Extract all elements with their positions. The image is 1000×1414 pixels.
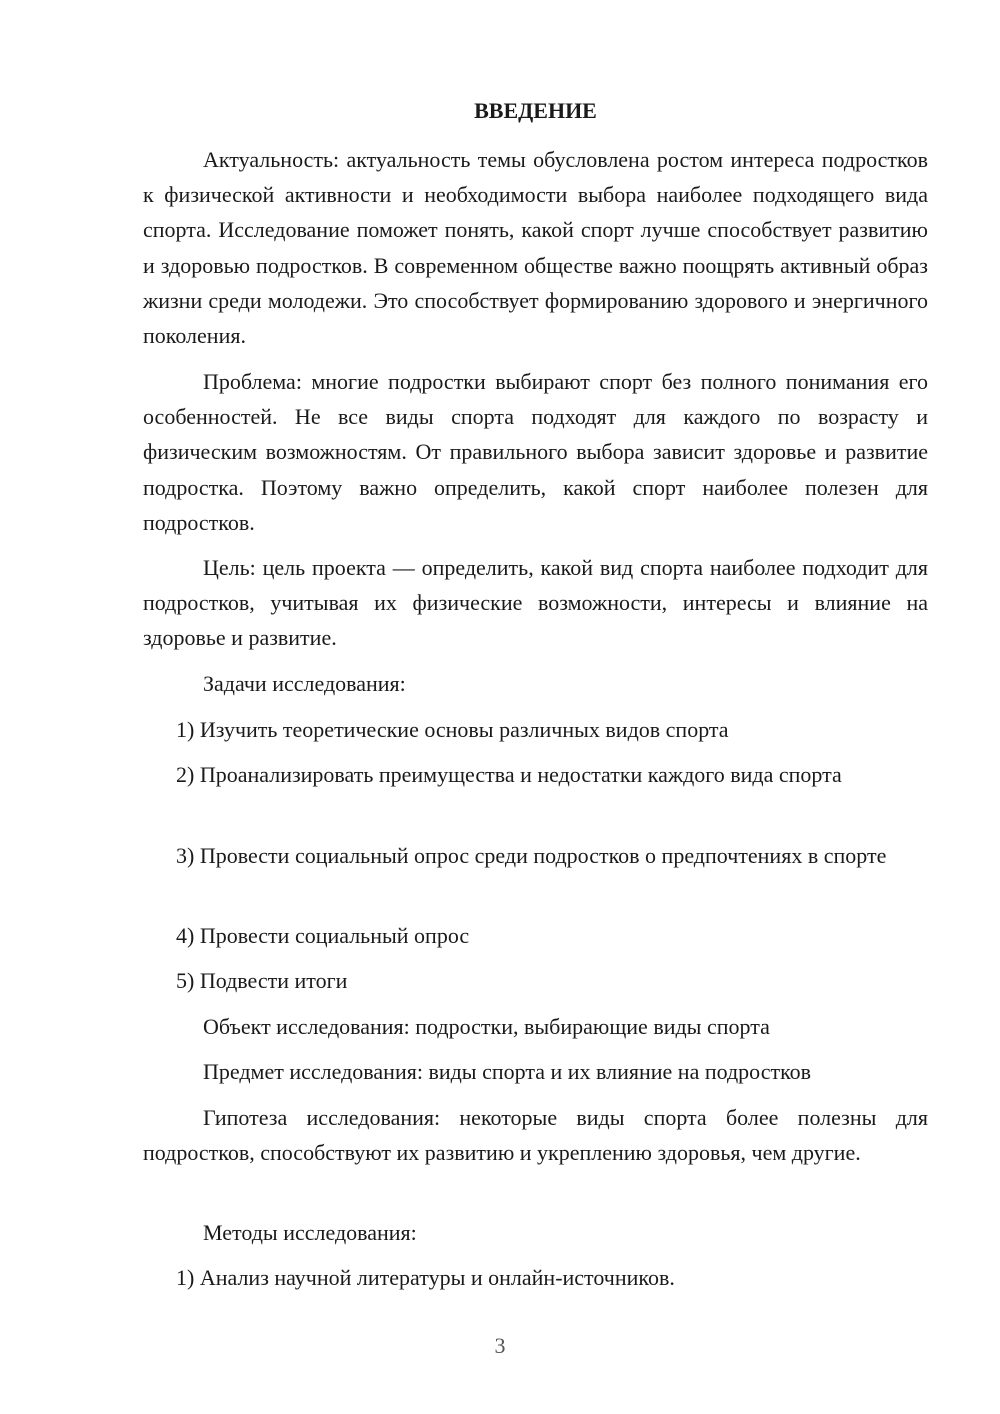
tasks-heading: Задачи исследования: <box>203 671 406 696</box>
task-item: 4) Провести социальный опрос <box>176 923 470 948</box>
goal-paragraph: Цель: цель проекта — определить, какой вид спорта наиболее подходит для подростков, учитывая их физические возможности, интересы и влияние на здоровье и развитие. <box>143 555 928 651</box>
relevance-paragraph: Актуальность: актуальность темы обусловлена ростом интереса подростков к физической активности и необходимости выбора наиболее подходящего вида спорта. Исследование поможет понять, какой спорт лучше способствует развитию и здоровью подростков. В современном обществе важно поощрять активный образ жизни среди молодежи. Это способствует формированию здорового и энергичного поколения. <box>143 147 928 349</box>
task-item: 1) Изучить теоретические основы различных видов спорта <box>176 717 729 742</box>
hypothesis-paragraph: Гипотеза исследования: некоторые виды спорта более полезны для подростков, способствуют их развитию и укреплению здоровья, чем другие. <box>143 1105 928 1166</box>
page-title: ВВЕДЕНИЕ <box>474 98 597 123</box>
task-item: 5) Подвести итоги <box>176 968 348 993</box>
object-paragraph: Объект исследования: подростки, выбирающие виды спорта <box>203 1014 770 1039</box>
task-item: 3) Провести социальный опрос среди подростков о предпочтениях в спорте <box>176 843 887 868</box>
task-item: 2) Проанализировать преимущества и недостатки каждого вида спорта <box>176 762 842 787</box>
methods-heading: Методы исследования: <box>203 1220 417 1245</box>
method-item: 1) Анализ научной литературы и онлайн-источников. <box>176 1265 675 1290</box>
subject-paragraph: Предмет исследования: виды спорта и их влияние на подростков <box>203 1059 812 1084</box>
problem-paragraph: Проблема: многие подростки выбирают спорт без полного понимания его особенностей. Не все виды спорта подходят для каждого по возрасту и физическим возможностям. От правильного выбора зависит здоровье и развитие подростка. Поэтому важно определить, какой спорт наиболее полезен для подростков. <box>143 369 928 535</box>
page-number: 3 <box>494 1333 506 1358</box>
document-page <box>143 0 928 1414</box>
